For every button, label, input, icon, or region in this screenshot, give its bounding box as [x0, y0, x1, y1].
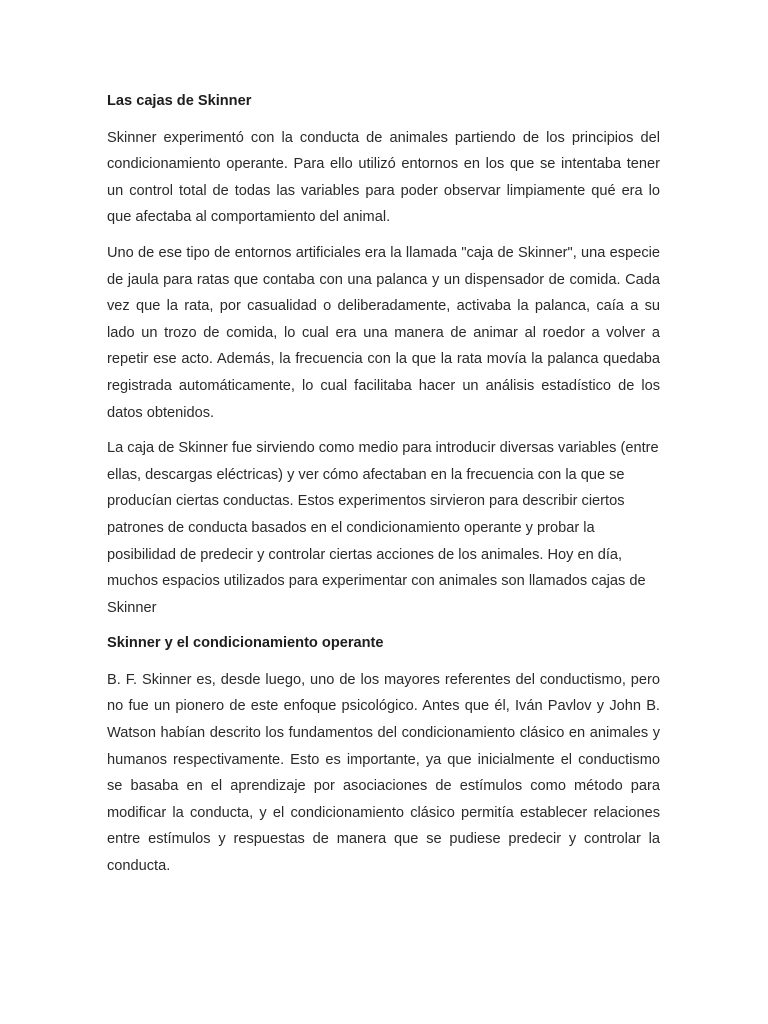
section-heading-condicionamiento-operante: Skinner y el condicionamiento operante [107, 635, 384, 652]
section-heading-cajas-skinner: Las cajas de Skinner [107, 93, 252, 109]
paragraph-2: Uno de ese tipo de entornos artificiales era la llamada "caja de Skinner", una especie de jaula para ratas que contaba con una palanca y un dispensador de comida. Cada vez que la rata, por casualidad o deliberadamente, activaba la palanca, caía a su lado un trozo de comida, lo cual era una manera de animar al roedor a volver a repetir ese acto. Además, la frecuencia con la que la rata movía la palanca quedaba registrada automáticamente, lo cual facilitaba hacer un análisis estadístico de los datos obtenidos. [107, 244, 660, 421]
paragraph-3: La caja de Skinner fue sirviendo como medio para introducir diversas variables (entre ellas, descargas eléctricas) y ver cómo afectaban en la frecuencia con la que se producían ciertas conductas. Estos experimentos sirvieron para describir ciertos patrones de conducta basados en el condicionamiento operante y probar la posibilidad de predecir y controlar ciertas acciones de los animales. Hoy en día, muchos espacios utilizados para experimentar con animales son llamados cajas de Skinner [107, 440, 659, 616]
document-page [107, 88, 660, 889]
paragraph-4: B. F. Skinner es, desde luego, uno de los mayores referentes del conductismo, pero no fue un pionero de este enfoque psicológico. Antes que él, Iván Pavlov y John B. Watson habían descrito los fundamentos del condicionamiento clásico en animales y humanos respectivamente. Esto es importante, ya que inicialmente el conductismo se basaba en el aprendizaje por asociaciones de estímulos como método para modificar la conducta, y el condicionamiento clásico permitía establecer relaciones entre estímulos y respuestas de manera que se pudiese predecir y controlar la conducta. [107, 671, 660, 875]
paragraph-1: Skinner experimentó con la conducta de animales partiendo de los principios del condicionamiento operante. Para ello utilizó entornos en los que se intentaba tener un control total de todas las variables para poder observar limpiamente qué era lo que afectaba al comportamiento del animal. [107, 129, 660, 226]
